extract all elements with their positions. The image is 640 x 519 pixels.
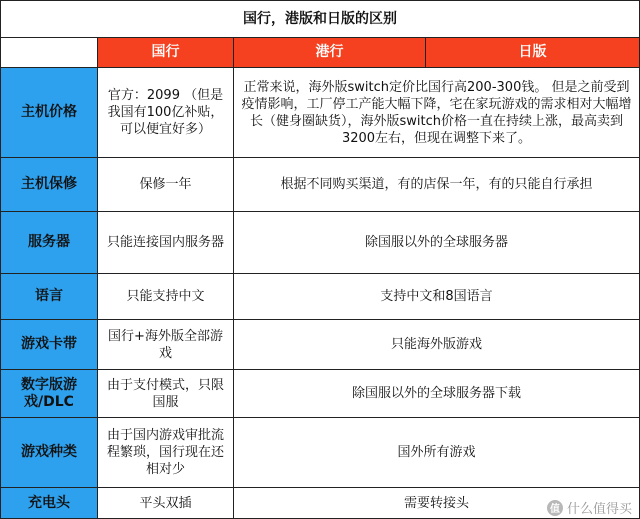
cell-cn-warranty: 保修一年 [98, 158, 234, 212]
row-label-warranty: 主机保修 [0, 158, 98, 212]
cell-cn-server: 只能连接国内服务器 [98, 212, 234, 274]
cell-cn-digital: 由于支付模式，只限国服 [98, 370, 234, 418]
row-label-games: 游戏种类 [0, 418, 98, 488]
row-label-language: 语言 [0, 274, 98, 320]
cell-cn-games: 由于国内游戏审批流程繁琐，国行现在还相对少 [98, 418, 234, 488]
row-label-charger: 充电头 [0, 488, 98, 519]
row-label-digital: 数字版游戏/DLC [0, 370, 98, 418]
cell-other-warranty: 根据不同购买渠道，有的店保一年，有的只能自行承担 [234, 158, 640, 212]
cell-other-charger: 需要转接头 [234, 488, 640, 519]
cell-other-language: 支持中文和8国语言 [234, 274, 640, 320]
cell-cn-charger: 平头双插 [98, 488, 234, 519]
cell-other-price: 正常来说，海外版switch定价比国行高200-300钱。 但是之前受到疫情影响，工厂停工产能大幅下降，宅在家玩游戏的需求相对大幅增长（健身圈缺货），海外版switch价格一直在持续上涨，最高卖到3200左右，但现在调整下来了。 [234, 68, 640, 158]
cell-cn-price: 官方：2099 （但是我国有100亿补贴，可以便宜好多） [98, 68, 234, 158]
header-corner [0, 38, 98, 68]
cell-cn-language: 只能支持中文 [98, 274, 234, 320]
cell-other-server: 除国服以外的全球服务器 [234, 212, 640, 274]
watermark [547, 498, 632, 517]
header-cn: 国行 [98, 38, 234, 68]
cell-other-games: 国外所有游戏 [234, 418, 640, 488]
table-title: 国行，港版和日版的区别 [0, 0, 640, 38]
watermark-logo-icon: 值 [547, 500, 563, 516]
cell-cn-cartridge: 国行+海外版全部游戏 [98, 320, 234, 370]
header-jp: 日版 [426, 38, 640, 68]
row-label-server: 服务器 [0, 212, 98, 274]
row-label-price: 主机价格 [0, 68, 98, 158]
watermark-text: 什么值得买 [566, 502, 632, 517]
header-hk: 港行 [234, 38, 426, 68]
row-label-cartridge: 游戏卡带 [0, 320, 98, 370]
cell-other-cartridge: 只能海外版游戏 [234, 320, 640, 370]
cell-other-digital: 除国服以外的全球服务器下载 [234, 370, 640, 418]
